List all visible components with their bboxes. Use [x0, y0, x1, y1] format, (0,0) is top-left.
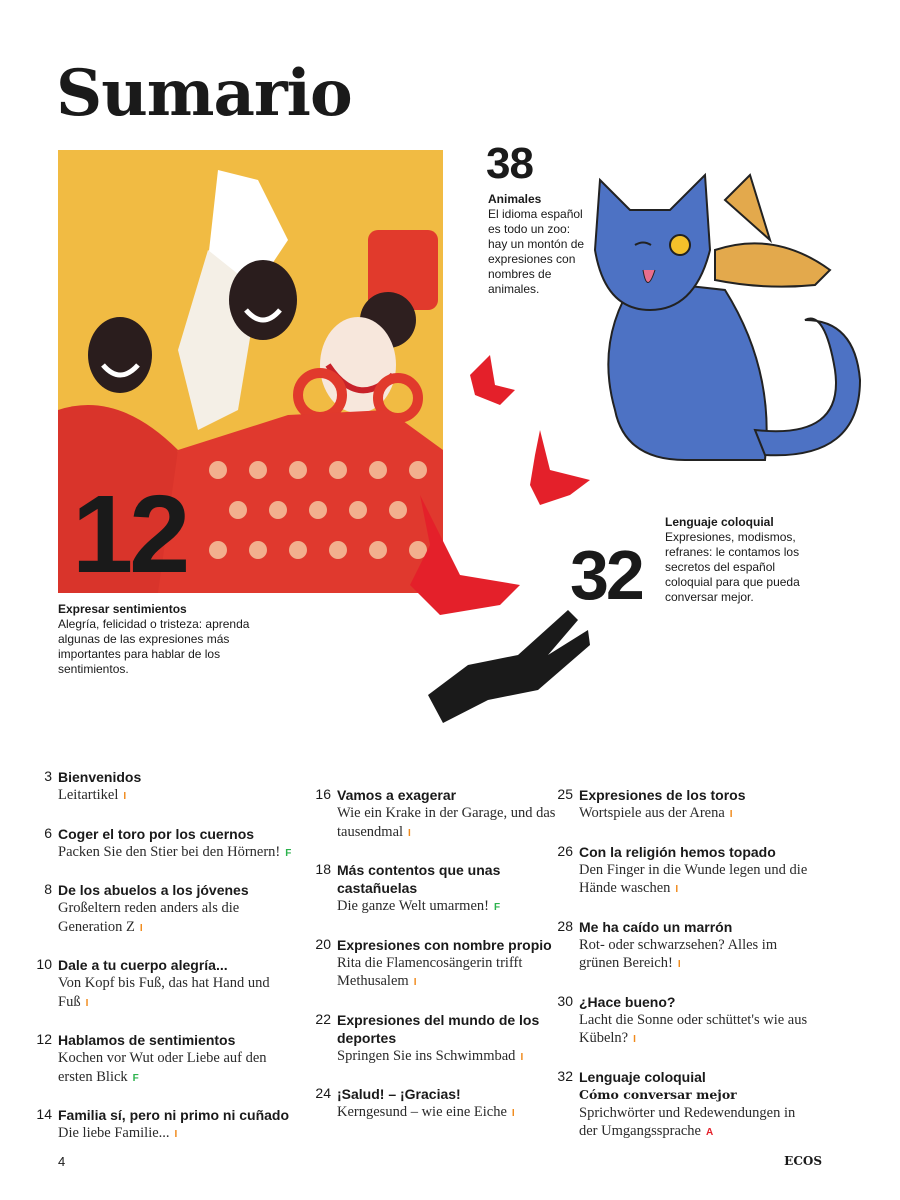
toc-entry[interactable] — [36, 1106, 293, 1145]
toc-entry-title: Con la religión hemos topado — [579, 843, 776, 860]
level-badge: I — [677, 959, 681, 970]
toc-entry-description: Großeltern reden anders als die Generation Z — [58, 900, 240, 935]
toc-entry-description: Sprichwörter und Redewendungen in der Umgangssprache — [579, 1104, 796, 1139]
toc-page-number: 3 — [44, 768, 52, 784]
toc-entry-description: Die liebe Familie... — [58, 1125, 170, 1141]
toc-page-number: 6 — [44, 824, 52, 841]
toc-page-number: 18 — [315, 861, 331, 877]
toc-page-number: 24 — [315, 1085, 331, 1101]
toc-entry[interactable] — [557, 1067, 814, 1143]
hand-icon — [428, 605, 593, 725]
toc-entry[interactable] — [36, 1031, 293, 1088]
toc-entry-description: Leitartikel — [58, 787, 119, 803]
toc-page-number: 25 — [557, 786, 573, 802]
toc-entry-description: Die ganze Welt umarmen! — [337, 898, 489, 914]
toc-entry-title: Familia sí, pero ni primo ni cuñado — [58, 1107, 290, 1123]
toc-entry-description: Lacht die Sonne oder schüttet's wie aus Kübeln? — [579, 1011, 808, 1046]
toc-entry[interactable] — [557, 786, 814, 825]
page-number: 4 — [58, 1154, 66, 1169]
toc-entry-description: Kerngesund – wie eine Eiche — [337, 1104, 507, 1120]
level-badge: F — [493, 902, 501, 913]
toc-column — [557, 786, 814, 1143]
feature-title: Animales — [488, 192, 542, 206]
toc-page-number: 20 — [315, 935, 331, 952]
flamenco-illustration — [58, 150, 443, 593]
feature-title: Lenguaje coloquial — [665, 515, 774, 529]
level-badge: I — [174, 1129, 178, 1140]
toc-entry-description: Den Finger in die Wunde legen und die Hände waschen — [579, 861, 808, 896]
toc-entry-description: Kochen vor Wut oder Liebe auf den ersten Blick — [58, 1050, 267, 1085]
toc-page-number: 32 — [557, 1067, 573, 1084]
level-badge: I — [408, 827, 411, 839]
toc-entry-description: Wie ein Krake in der Garage, und das tausendmal — [337, 805, 556, 840]
toc-entry-description: Rita die Flamencosängerin trifft Methusalem — [337, 954, 523, 989]
feature-page-number: 32 — [570, 536, 642, 614]
toc-entry-description: Rot- oder schwarzsehen? Alles im grünen Bereich! — [579, 936, 778, 971]
toc-entry-title: Hablamos de sentimientos — [58, 1032, 236, 1048]
level-badge: I — [123, 791, 127, 802]
feature-text: Expresiones, modismos, refranes: le contamos los secretos del español coloquial para que pueda conversar mejor. — [665, 530, 800, 604]
toc-entry[interactable] — [315, 861, 572, 918]
toc-page-number: 22 — [315, 1010, 331, 1027]
level-badge: I — [729, 809, 733, 820]
toc-entry-title: ¿Hace bueno? — [579, 993, 676, 1010]
level-badge: F — [132, 1072, 139, 1084]
toc-page-number: 12 — [36, 1031, 52, 1047]
toc-entry-title: Vamos a exagerar — [337, 787, 457, 803]
toc-entry[interactable] — [44, 824, 293, 864]
toc-entry-title: Lenguaje coloquial — [579, 1068, 706, 1085]
feature-caption-sentimientos — [58, 602, 258, 677]
toc-entry-description: Wortspiele aus der Arena — [579, 805, 725, 821]
toc-entry[interactable] — [44, 768, 293, 807]
level-badge: F — [285, 847, 292, 859]
toc-entry-title: Bienvenidos — [58, 769, 142, 785]
toc-entry-title: Expresiones del mundo de los deportes — [337, 1011, 540, 1046]
feature-title: Expresar sentimientos — [58, 602, 187, 616]
level-badge: I — [85, 997, 89, 1009]
level-badge: A — [706, 1127, 714, 1138]
toc-entry-title: Más contentos que unas castañuelas — [337, 862, 501, 896]
feature-caption-lenguaje — [665, 515, 800, 605]
toc-entry-subtitle: Cómo conversar mejor — [579, 1086, 737, 1102]
toc-entry[interactable] — [44, 881, 293, 938]
toc-entry-description: Packen Sie den Stier bei den Hörnern! — [58, 843, 281, 860]
magazine-brand: ECOS — [784, 1154, 822, 1168]
feature-text: Alegría, felicidad o tristeza: aprenda algunas de las expresiones más importantes para hablar de los sentimientos. — [58, 617, 250, 676]
toc-entry-description: Von Kopf bis Fuß, das hat Hand und Fuß — [58, 975, 270, 1010]
toc-entry[interactable] — [315, 935, 572, 993]
toc-column — [315, 786, 572, 1124]
page-title: Sumario — [56, 56, 352, 131]
level-badge: I — [520, 1051, 524, 1063]
level-badge: I — [413, 977, 417, 988]
toc-entry-title: Expresiones de los toros — [579, 787, 746, 803]
toc-page-number: 26 — [557, 842, 573, 859]
toc-entry[interactable] — [557, 992, 814, 1050]
toc-entry[interactable] — [557, 842, 814, 900]
toc-page-number: 30 — [557, 992, 573, 1009]
level-badge: I — [675, 884, 679, 895]
feature-text: El idioma español es todo un zoo: hay un montón de expresiones con nombres de animales. — [488, 207, 585, 296]
toc-entry-title: Expresiones con nombre propio — [337, 936, 552, 953]
toc-page-number: 14 — [36, 1106, 52, 1122]
toc-entry-title: ¡Salud! – ¡Gracias! — [337, 1086, 461, 1102]
toc-page-number: 8 — [44, 881, 52, 897]
toc-page-number: 28 — [557, 917, 573, 934]
toc-column — [36, 768, 293, 1145]
toc-entry[interactable] — [315, 786, 572, 843]
toc-entry-title: Coger el toro por los cuernos — [58, 825, 255, 842]
feature-caption-animales — [488, 192, 588, 297]
feature-page-number: 38 — [486, 139, 533, 188]
toc-entry-title: De los abuelos a los jóvenes — [58, 882, 249, 898]
toc-entry-title: Me ha caído un marrón — [579, 918, 733, 935]
toc-entry-description: Springen Sie ins Schwimmbad — [337, 1047, 516, 1064]
level-badge: I — [511, 1108, 515, 1119]
toc-entry[interactable] — [315, 1085, 572, 1124]
toc-entry-title: Dale a tu cuerpo alegría... — [58, 957, 228, 973]
toc-entry[interactable] — [36, 956, 293, 1013]
toc-entry[interactable] — [557, 917, 814, 975]
toc-entry[interactable] — [315, 1010, 572, 1068]
feature-page-number: 12 — [72, 473, 187, 593]
level-badge: I — [139, 922, 143, 934]
toc-page-number: 16 — [315, 786, 331, 802]
toc-page-number: 10 — [36, 956, 52, 972]
level-badge: I — [633, 1034, 636, 1045]
